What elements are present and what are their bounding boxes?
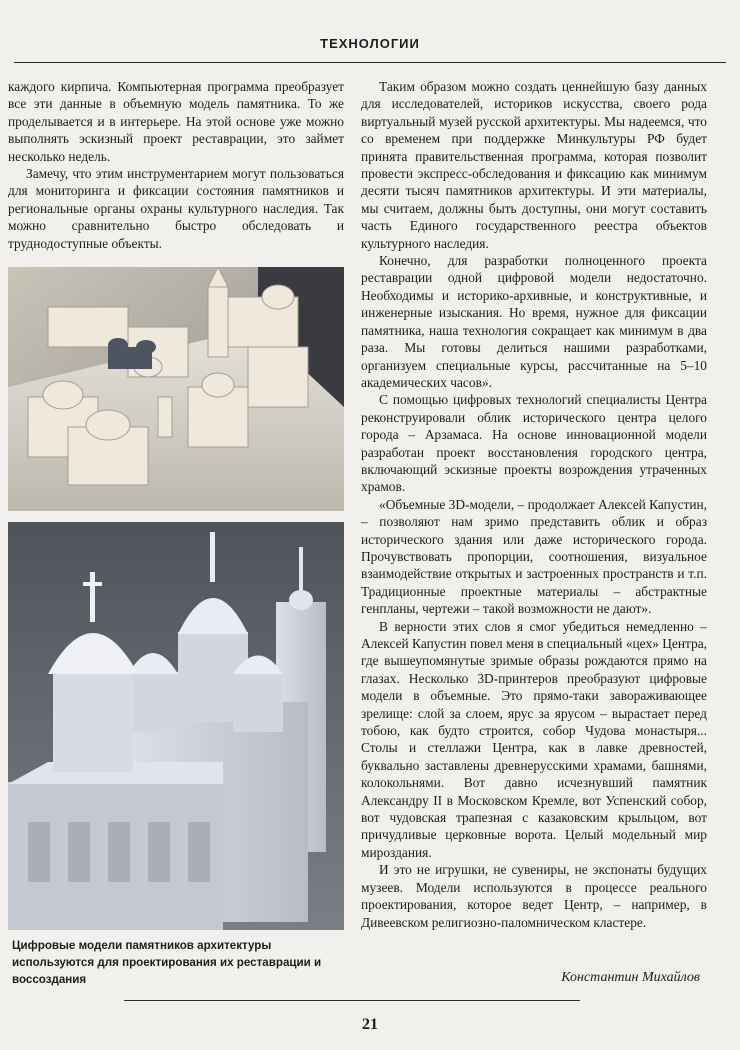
- footer-rule: [124, 1000, 580, 1001]
- photo-models-table-image: [8, 267, 344, 511]
- page-number: 21: [362, 1016, 378, 1033]
- author-signature: Константин Михайлов: [561, 970, 700, 985]
- right-paragraph-3: С помощью цифровых технологий специалисты Центра реконструировали облик исторического центра целого города – Арзамаса. На основе инновационной модели разработан проект восстановления городского центра, включающий эскизные проекты возрождения утраченных храмов.: [361, 392, 707, 495]
- photo-cathedral-model: [8, 522, 344, 930]
- right-paragraph-5: В верности этих слов я смог убедиться немедленно – Алексей Капустин повел меня в специальный «цех» Центра, где вышеупомянутые зримые образы рождаются прямо на глазах. Несколько 3D-принтеров преобразуют цифровые модели в объемные. Это прямо-таки завораживающее зрелище: слой за слоем, ярус за ярусом – вырастает перед тобою, как будто строится, собор Чудова монастыря... Столы и стеллажи Центра, как в лавке древностей, буквально заставлены древнерусскими храмами, башнями, колокольнями. Вот давно исчезнувший памятник Александру II в Московском Кремле, вот Успенский собор, вот чудовская трапезная с казаковским крыльцом, вот причудливые церковные ворота. Целый модельный мир мироздания.: [361, 618, 707, 860]
- photo-cathedral-model-image: [8, 522, 344, 930]
- left-paragraph-2: Замечу, что этим инструментарием могут пользоваться для мониторинга и фиксации состояния памятников и региональные органы охраны культурного наследия. Так можно сравнительно быстро обследовать и труднодоступные объекты.: [8, 166, 344, 251]
- header-rule: [14, 62, 726, 63]
- photo-models-table: [8, 267, 344, 511]
- right-paragraph-6: И это не игрушки, не сувениры, не экспонаты будущих музеев. Модели используются в процессе реального проектирования, которое ведет Центр, – например, в Дивеевском религиозно-паломническом кластере.: [361, 862, 707, 930]
- photo-caption: Цифровые модели памятников архитектуры используются для проектирования их реставрации и воссоздания: [12, 939, 322, 986]
- left-column: [8, 78, 344, 252]
- right-column: [361, 78, 707, 931]
- section-title: ТЕХНОЛОГИИ: [320, 36, 420, 51]
- left-paragraph-1: каждого кирпича. Компьютерная программа преобразует все эти данные в объемную модель памятника. То же проделывается и в интерьере. На этой основе уже можно выполнять эскизный проект реставрации, это займет несколько недель.: [8, 79, 344, 164]
- right-paragraph-1: Таким образом можно создать ценнейшую базу данных для исследователей, историков искусства, своего рода виртуальный музей русской архитектуры. Мы надеемся, что со временем при поддержке Минкультуры РФ будет принята правительственная программа, которая позволит провести экспресс-обследования и фиксацию как минимум десяти тысяч памятников архитектуры. И эти материалы, мы считаем, должны быть доступны, они могут составить часть Единого государственного реестра объектов культурного наследия.: [361, 79, 707, 251]
- right-paragraph-4: «Объемные 3D-модели, – продолжает Алексей Капустин, – позволяют нам зримо представить облик и образ исторического здания или даже исторического города. Прочувствовать пропорции, соотношения, визуальное взаимодействие открытых и застроенных пространств и т.п. Традиционные проектные материалы – абстрактные генпланы, чертежи – такой возможности не дают».: [361, 496, 708, 617]
- right-paragraph-2: Конечно, для разработки полноценного проекта реставрации одной цифровой модели недостаточно. Необходимы и историко-архивные, и конструктивные, и инженерные изыскания. Но время, нужное для фиксации памятника, наша технология сокращает как минимум в два раза. Мы готовы делиться нашими разработками, организуем специальные курсы, рассчитанные на 5–10 академических часов».: [361, 253, 707, 390]
